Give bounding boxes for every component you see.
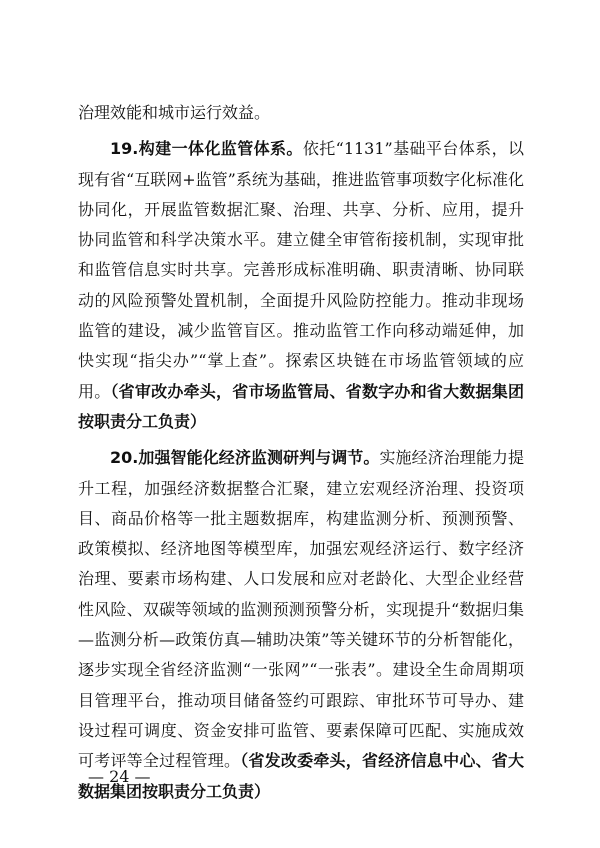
item-20-body: 实施经济治理能力提升工程，加强经济数据整合汇聚，建立宏观经济治理、投资项目、商品价格等一批主题数据库，构建监测分析、预测预警、政策模拟、经济地图等模型库，加强宏观经济运行、数字经济治理、要素市场构建、人口发展和应对老龄化、大型企业经营性风险、双碳等领域的监测预测预警分析，实现提升“数据归集—监测分析—政策仿真—辅助决策”等关键环节的分析智能化，逐步实现全省经济监测“一张网”“一张表”。建设全生命周期项目管理平台，推动项目储备签约可跟踪、审批环节可导办、建设过程可调度、资金安排可监管、要素保障可匹配、实施成效可考评等全过程管理。: [78, 448, 524, 771]
item-19-body: 依托“1131”基础平台体系，以现有省“互联网+监管”系统为基础，推进监管事项数字化标准化协同化，开展监管数据汇聚、治理、共享、分析、应用，提升协同监管和科学决策水平。建立健全审管衔接机制，实现审批和监管信息实时共享。完善形成标准明确、职责清晰、协同联动的风险预警处置机制，全面提升风险防控能力。推动非现场监管的建设，减少监管盲区。推动监管工作向移动端延伸，加快实现“指尖办”“掌上查”。探索区块链在市场监管领域的应用。: [78, 139, 524, 401]
page-number: — 24 —: [88, 767, 151, 786]
continuation-paragraph: 治理效能和城市运行效益。: [78, 103, 271, 122]
item-19-heading: 19.构建一体化监管体系。: [110, 139, 303, 159]
item-20-paragraph: [78, 443, 524, 807]
item-19-paragraph: [78, 134, 524, 437]
item-20-responsibility-note: （省发改委牵头，省经济信息中心、省大数据集团按职责分工负责）: [78, 751, 524, 801]
document-body: [78, 98, 524, 813]
item-19-responsibility-note: （省审改办牵头，省市场监管局、省数字办和省大数据集团按职责分工负责）: [78, 381, 524, 431]
item-20-heading: 20.加强智能化经济监测研判与调节。: [110, 448, 380, 468]
